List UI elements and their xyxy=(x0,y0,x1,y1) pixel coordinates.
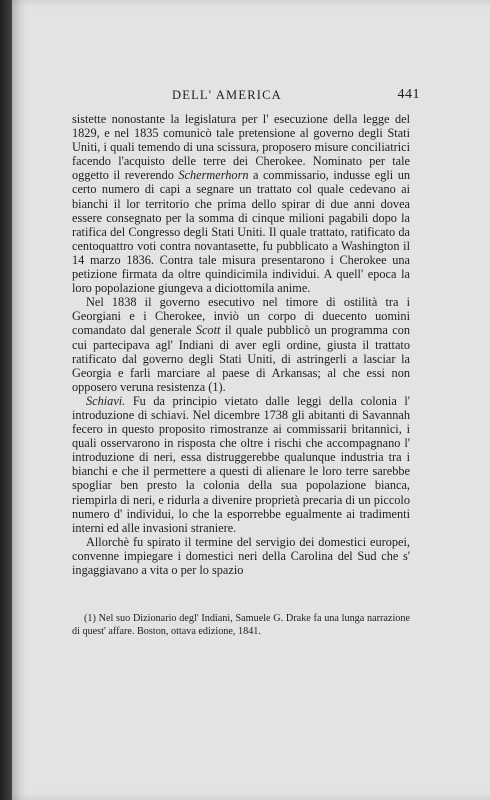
paragraph-2-text-continued: il quale pubblicò un programma con cui partecipava agl' Indiani di aver egli ordine, giusta il trattato ratificato dal governo degli Stati Uniti, di astringerli a lasciar la Georgia e farli marciare al paese di Arkansas; al che essi non opposero veruna resistenza (1). xyxy=(72,323,411,394)
paragraph-4-text: Allorchè fu spirato il termine del servigio dei domestici europei, convenne impiegare i domestici neri della Carolina del Sud che s' ingaggiavano a vita o per lo spazio xyxy=(72,534,410,577)
paragraph-3-text: Fu da principio vietato dalle leggi della colonia l' introduzione di schiavi. Nel dicembre 1738 gli abitanti di Savannah fecero in questo proposito rimostranze ai commissarii britannici, i quali osservarono in risposta che oltre i rischi che accompagnano l' introduzione di neri, essa distruggerebbe qualunque industria tra i bianchi e che il permettere a questi di alienare le loro terre sarebbe spogliar ben presto la colonia della sua popolazione bianca, riempirla di neri, e ridurla a divenire proprietà precaria di un piccolo numero d' individui, lo che la esporrebbe egualmente ai tradimenti interni ed alle invasioni straniere. xyxy=(72,393,410,535)
page-content xyxy=(72,87,420,638)
paragraph-4 xyxy=(72,535,410,577)
footnote: (1) Nel suo Dizionario degl' Indiani, Samuele G. Drake fa una lunga narrazione di quest' affare. Boston, ottava edizione, 1841. xyxy=(72,613,410,637)
paragraph-2-person-name: Scott xyxy=(195,323,221,338)
paragraph-3-heading: Schiavi. xyxy=(86,393,126,408)
paragraph-3 xyxy=(72,394,410,535)
paragraph-1-person-name: Schermerhorn xyxy=(178,168,249,183)
running-head xyxy=(72,87,420,106)
running-title: DELL' AMERICA xyxy=(172,88,282,102)
paragraph-2-text: Nel 1838 il governo esecutivo nel timore di ostilità tra i Georgiani e i Cherokee, inviò un corpo di duecento uomini comandato dal generale xyxy=(72,295,410,338)
body-text xyxy=(72,112,410,577)
paragraph-1-text: sistette nonostante la legislatura per l' esecuzione della legge del 1829, e nel 1835 comunicò tale pretensione al governo degli Stati Uniti, i quali temendo di una scissura, proposero misure conciliatrici facendo l'acquisto delle terre dei Cherokee. Nominato per tale oggetto il reverendo xyxy=(72,112,410,183)
page-sheet xyxy=(12,0,490,800)
page-number: 441 xyxy=(397,87,420,102)
paragraph-2 xyxy=(72,295,410,394)
paragraph-1 xyxy=(72,112,410,295)
paragraph-1-text-continued: a commissario, indusse egli un certo numero di capi a segnare un trattato col quale cedevano ai bianchi il lor territorio che prima dello spirar di due anni dovea essere consegnato per la somma di cinque milioni pagabili dopo la ratifica del Congresso degli Stati Uniti. Il quale trattato, ratificato da centoquattro voti contra novantasette, fu pubblicato a Washington il 14 marzo 1836. Contra tale misura presentarono i Cherokee una petizione firmata da oltre quindicimila individui. A quell' epoca la loro popolazione giungeva a diciottomila anime. xyxy=(72,168,410,296)
